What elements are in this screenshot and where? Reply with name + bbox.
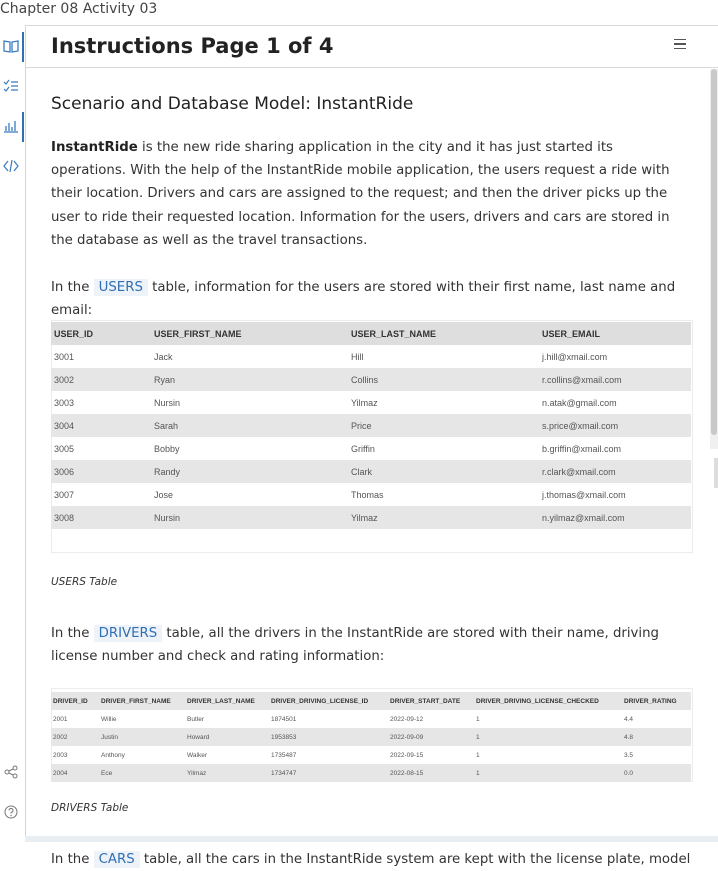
table-cell: Randy [151, 460, 348, 483]
table-cell: 4.8 [622, 728, 691, 746]
window-title: Chapter 08 Activity 03 [0, 1, 158, 17]
table-cell: 1874501 [271, 715, 297, 723]
table-cell: n.atak@gmail.com [542, 397, 617, 408]
table-cell: Yilmaz [185, 764, 269, 782]
table-row [51, 483, 691, 506]
vertical-scrollbar[interactable] [710, 69, 718, 449]
table-cell: 4.4 [624, 715, 634, 723]
table-row [51, 710, 691, 728]
users-table [51, 322, 691, 529]
app-name: InstantRide [51, 140, 138, 155]
book-icon[interactable] [0, 36, 22, 56]
table-cell: 2001 [53, 715, 68, 723]
table-cell: s.price@xmail.com [539, 414, 691, 437]
table-row [51, 506, 691, 529]
page-title: Instructions Page 1 of 4 [51, 34, 334, 58]
table-row [51, 460, 691, 483]
table-row [51, 368, 691, 391]
table-cell: Sarah [151, 414, 348, 437]
table-cell: Willie [101, 715, 117, 723]
table-cell: Jack [154, 351, 173, 362]
table-row [51, 391, 691, 414]
col-header: USER_EMAIL [539, 322, 691, 345]
table-cell: 2003 [53, 751, 68, 759]
table-row [51, 764, 691, 782]
col-header: DRIVER_RATING [622, 692, 691, 710]
instructions-content [51, 68, 691, 867]
table-cell: Ryan [151, 368, 348, 391]
table-cell: Yilmaz [348, 506, 539, 529]
cars-text-pre: In the [51, 852, 94, 867]
table-row [51, 437, 691, 460]
table-cell: Price [348, 414, 539, 437]
users-table-caption: USERS Table [51, 576, 118, 588]
table-cell: Walker [187, 751, 207, 759]
table-cell: 3004 [51, 414, 151, 437]
table-cell: Collins [348, 368, 539, 391]
table-cell: b.griffin@xmail.com [542, 443, 621, 454]
table-cell: 3008 [51, 506, 151, 529]
users-text-pre: In the [51, 280, 94, 295]
table-cell: 1 [474, 728, 622, 746]
drivers-code: DRIVERS [94, 625, 163, 642]
cars-text-post: table, all the cars in the InstantRide system are kept with the license plate, model [139, 852, 691, 867]
table-cell: 3005 [54, 443, 75, 454]
table-cell: Ece [99, 764, 185, 782]
table-cell: 2002 [51, 728, 99, 746]
table-cell: Nursin [154, 397, 181, 408]
table-cell: Thomas [351, 489, 384, 500]
table-cell: 2022-08-15 [388, 764, 474, 782]
share-icon[interactable] [0, 762, 22, 782]
intro-text: is the new ride sharing application in the city and it has just started its operations. With the help of the InstantRide mobile application, the users request a ride with their location. Drivers and cars are assigned to the request; and then the driver picks up the user to ride their requested location. Information for the users, drivers and cars are stored in the database as well as the travel transactions. [51, 140, 670, 248]
users-paragraph [51, 276, 691, 322]
col-header: DRIVER_LAST_NAME [185, 692, 269, 710]
help-icon[interactable] [0, 802, 22, 822]
table-cell: 1 [476, 715, 480, 723]
table-cell: Griffin [351, 443, 375, 454]
col-header: DRIVER_DRIVING_LICENSE_ID [269, 692, 388, 710]
table-cell: Bobby [154, 443, 180, 454]
table-cell: 3007 [54, 489, 75, 500]
col-header: USER_FIRST_NAME [151, 322, 348, 345]
table-cell: 2004 [51, 764, 99, 782]
table-cell: 1953853 [269, 728, 388, 746]
scrollbar-thumb[interactable] [711, 69, 717, 435]
table-cell: 2022-09-15 [390, 751, 424, 759]
table-row [51, 345, 691, 368]
col-header: DRIVER_ID [51, 692, 99, 710]
bottom-bar [25, 836, 718, 842]
table-header-row [51, 692, 691, 710]
table-cell: 1 [476, 751, 480, 759]
hamburger-menu-icon[interactable] [674, 39, 686, 51]
users-text-post: table, information for the users are stored with their first name, last name and email: [51, 280, 676, 319]
col-header: USER_LAST_NAME [348, 322, 539, 345]
table-cell: 3003 [54, 397, 75, 408]
chart-icon[interactable] [0, 116, 22, 136]
section-heading: Scenario and Database Model: InstantRide [51, 94, 414, 114]
table-cell: 1735487 [271, 751, 297, 759]
table-cell: Yilmaz [351, 397, 378, 408]
cars-paragraph [51, 848, 691, 871]
panel-resize-handle[interactable] [714, 458, 718, 488]
table-row [51, 746, 691, 764]
active-indicator [22, 112, 24, 142]
table-cell: 3001 [54, 351, 75, 362]
table-cell: n.yilmaz@xmail.com [539, 506, 691, 529]
table-cell: 2022-09-09 [388, 728, 474, 746]
col-header: DRIVER_START_DATE [388, 692, 474, 710]
table-cell: Jose [154, 489, 174, 500]
table-cell: Justin [99, 728, 185, 746]
table-cell: Howard [185, 728, 269, 746]
table-cell: 0.0 [622, 764, 691, 782]
table-cell: 3002 [51, 368, 151, 391]
panel-header [26, 25, 718, 68]
users-code: USERS [94, 279, 148, 296]
code-icon[interactable] [0, 156, 22, 176]
intro-paragraph [51, 136, 691, 252]
table-cell: j.hill@xmail.com [542, 351, 608, 362]
table-header-row [51, 322, 691, 345]
active-indicator [22, 32, 24, 62]
col-header: USER_ID [51, 322, 151, 345]
table-cell: Nursin [151, 506, 348, 529]
table-cell: j.thomas@xmail.com [542, 489, 626, 500]
table-cell: r.clark@xmail.com [539, 460, 691, 483]
table-cell: Butler [187, 715, 204, 723]
table-cell: 1 [474, 764, 622, 782]
left-rail [0, 24, 24, 842]
checklist-icon[interactable] [0, 76, 22, 96]
drivers-paragraph [51, 622, 691, 668]
table-cell: 1734747 [269, 764, 388, 782]
drivers-text-post: table, all the drivers in the InstantRide are stored with their name, driving license number and check and rating information: [51, 626, 659, 665]
table-row [51, 414, 691, 437]
table-cell: Hill [351, 351, 364, 362]
table-cell: 3006 [51, 460, 151, 483]
col-header: DRIVER_FIRST_NAME [99, 692, 185, 710]
cars-code: CARS [94, 851, 140, 868]
drivers-table [51, 692, 691, 782]
table-row [51, 728, 691, 746]
table-cell: Clark [348, 460, 539, 483]
table-cell: 3.5 [624, 751, 634, 759]
table-cell: Anthony [101, 751, 125, 759]
table-cell: r.collins@xmail.com [539, 368, 691, 391]
drivers-table-caption: DRIVERS Table [51, 802, 129, 814]
instructions-panel [25, 25, 718, 867]
col-header: DRIVER_DRIVING_LICENSE_CHECKED [474, 692, 622, 710]
drivers-text-pre: In the [51, 626, 94, 641]
table-cell: 2022-09-12 [390, 715, 424, 723]
